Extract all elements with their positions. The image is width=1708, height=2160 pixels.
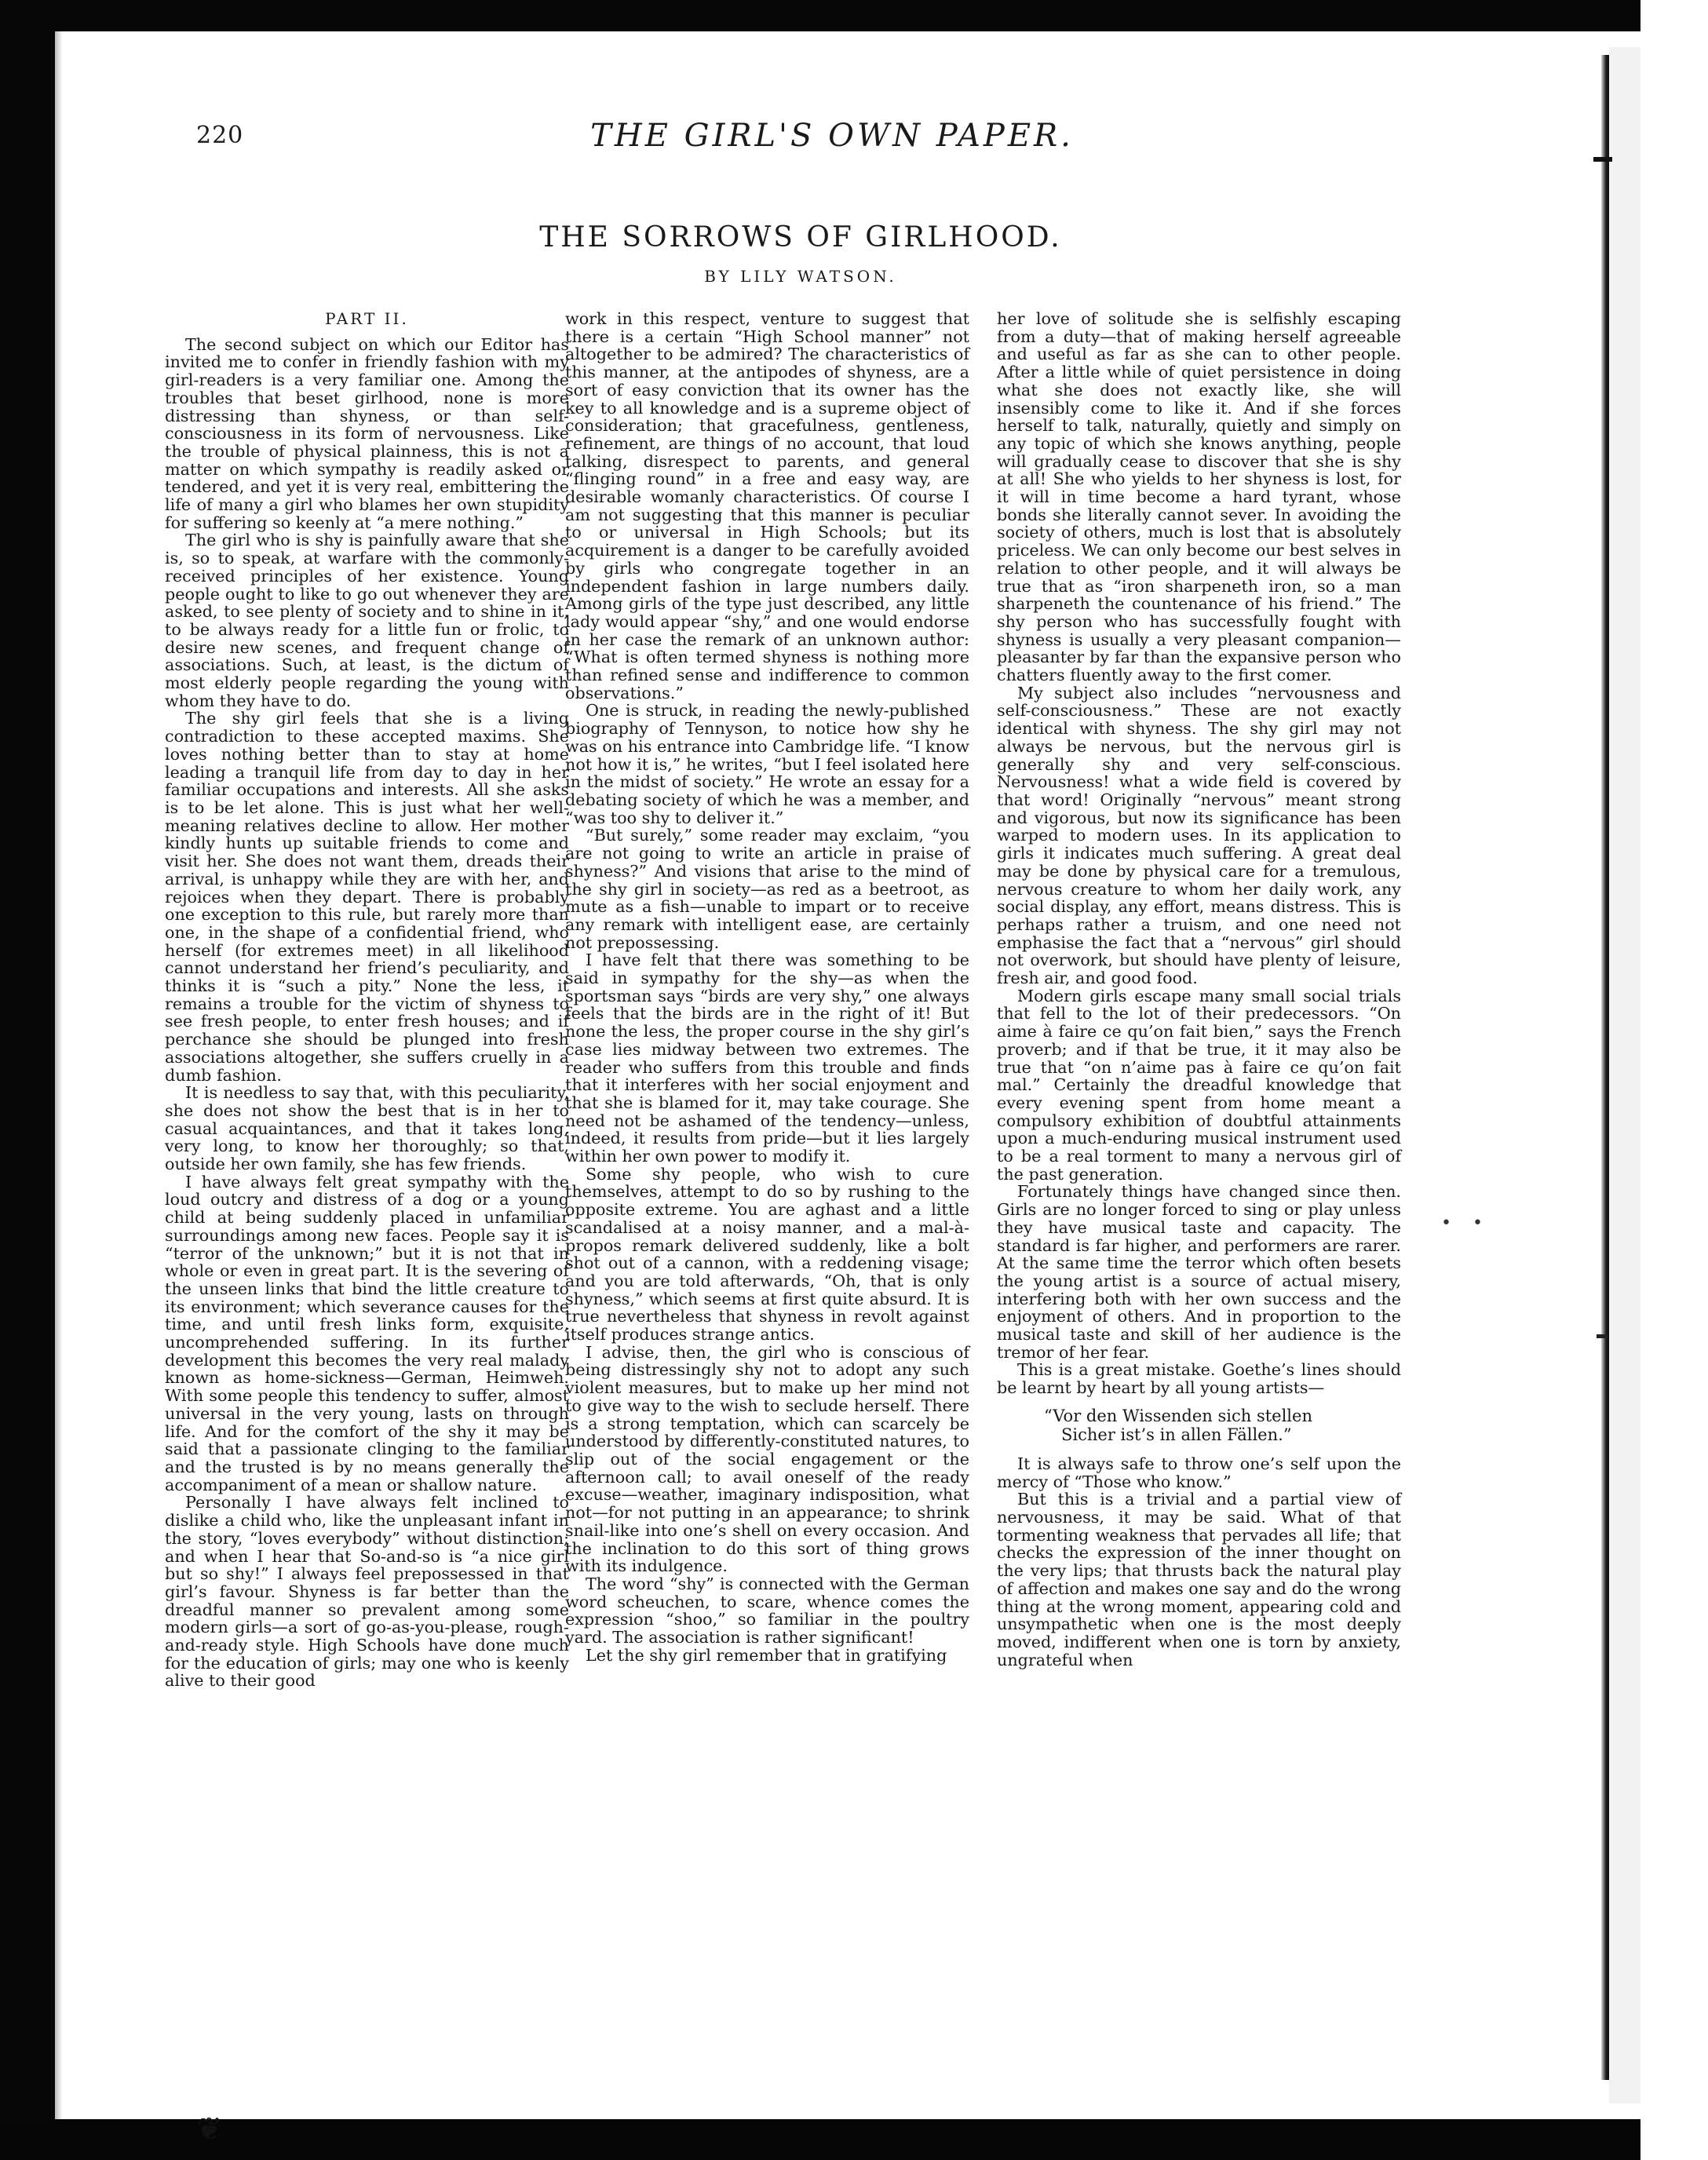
paragraph: I have felt that there was something to be said in sympathy for the shy—as when the sportsman says “birds are very shy,” one always feels that the birds are in the right of it! But none the less, the proper course in the shy girl’s case lies midway between two extremes. The reader who suffers from this trouble and finds that it interferes with her social enjoyment and that she is blamed for it, may take courage. She need not be ashamed of the tendency—unless, indeed, it results from pride—but it lies largely within her own power to modify it. bbox=[565, 950, 969, 1166]
paragraph: I advise, then, the girl who is conscious of being distressingly shy not to adopt any such violent measures, but to make up her mind not to give way to the wish to seclude herself. There is a strong temptation, which can scarcely be understood by differently-constituted natures, to slip out of the social engagement or the afternoon call; to avail oneself of the ready excuse—weather, imaginary indisposition, what not—for not putting in an appearance; to shrink snail-like into one’s shell on every occasion. And the inclination to do this sort of thing grows with its indulgence. bbox=[565, 1342, 969, 1576]
text-column-3 bbox=[997, 310, 1401, 1669]
scan-edge-left bbox=[0, 0, 55, 2160]
paragraph: I have always felt great sympathy with the loud outcry and distress of a dog or a young child at being suddenly placed in unfamiliar surroundings among new faces. People say it is “terror of the unknown;” but it is not that in whole or even in great part. It is the severing of the unseen links that bind the little creature to its environment; which severance causes for the time, and until fresh links form, exquisite, uncomprehended suffering. In its further development this becomes the very real malady known as home-sickness—German, Heimweh. With some people this tendency to suffer, almost universal in the very young, lasts on through life. And for the comfort of the shy it may be said that a passionate clinging to the familiar and the trusted is by no means generally the accompaniment of a mean or shallow nature. bbox=[165, 1172, 569, 1494]
paragraph: “But surely,” some reader may exclaim, “you are not going to write an article in praise of shyness?” And visions that arise to the mind of the shy girl in society—as red as a beetroot, as mute as a fish—unable to impart or to receive any remark with intelligent ease, are certainly not prepossessing. bbox=[565, 826, 969, 952]
text-column-1 bbox=[165, 310, 569, 1690]
paragraph: Some shy people, who wish to cure themselves, attempt to do so by rushing to the opposite extreme. You are aghast and a little scandalised at a noisy manner, and a mal-à-propos remark delivered suddenly, like a bolt shot out of a cannon, with a reddening visage; and you are told afterwards, “Oh, that is only shyness,” which seems at first quite absurd. It is true nevertheless that shyness in revolt against itself produces strange antics. bbox=[565, 1164, 969, 1345]
quote-line: Sicher ist’s in allen Fällen.” bbox=[1061, 1425, 1292, 1444]
gutter-mark bbox=[1593, 157, 1612, 162]
scan-edge-top bbox=[0, 0, 1708, 31]
paragraph: This is a great mistake. Goethe’s lines should be learnt by heart by all young artists— bbox=[997, 1360, 1401, 1398]
running-head: THE GIRL'S OWN PAPER. bbox=[590, 118, 1074, 154]
page-number: 220 bbox=[196, 122, 244, 149]
paragraph: Personally I have always felt inclined to dislike a child who, like the unpleasant infant in the story, “loves everybody” without distinction; and when I hear that So-and-so is “a nice girl but so shy!” I always feel prepossessed in that girl’s favour. Shyness is far better than the dreadful manner so prevalent among some modern girls—a sort of go-as-you-please, rough-and-ready style. High Schools have done much for the education of girls; may one who is keenly alive to their good bbox=[165, 1493, 569, 1691]
binding-shadow bbox=[55, 31, 63, 2119]
stray-ink-mark: ❦ bbox=[196, 2111, 223, 2147]
quote-line: “Vor den Wissenden sich stellen bbox=[1044, 1406, 1312, 1425]
article-title: THE SORROWS OF GIRLHOOD. bbox=[539, 221, 1062, 254]
paragraph: The word “shy” is connected with the German word scheuchen, to scare, whence comes the expression “shoo,” so familiar in the poultry yard. The association is rather significant! bbox=[565, 1574, 969, 1647]
page-gutter bbox=[1601, 55, 1609, 2080]
paragraph: It is always safe to throw one’s self upon the mercy of “Those who know.” bbox=[997, 1454, 1401, 1491]
paragraph: The shy girl feels that she is a living contradiction to these accepted maxims. She loves nothing better than to stay at home leading a tranquil life from day to day in her familiar occupations and interests. All she asks is to be let alone. This is just what her well-meaning relatives decline to allow. Her mother kindly hunts up suitable friends to come and visit her. She does not want them, dreads their arrival, is unhappy while they are with her, and rejoices when they depart. There is probably one exception to this rule, but rarely more than one, in the shape of a confidential friend, who herself (for extremes meet) in all likelihood cannot understand her friend’s peculiarity, and thinks it is “such a pity.” None the less, it remains a trouble for the victim of shyness to see fresh people, to enter fresh houses; and if perchance she should be plunged into fresh associations altogether, she suffers cruelly in a dumb fashion. bbox=[165, 709, 569, 1085]
facing-page-strip bbox=[1609, 47, 1640, 2103]
paragraph-continued: her love of solitude she is selfishly escaping from a duty—that of making herself agreeable and useful as far as she can to other people. After a little while of quiet persistence in doing what she does not exactly like, she will insensibly come to like it. And if she forces herself to talk, naturally, quietly and simply on any topic of which she knows anything, people will gradually cease to discover that she is shy at all! She who yields to her shyness is lost, for it will in time become a hard tyrant, whose bonds she literally cannot sever. In avoiding the society of others, much is lost that is absolutely priceless. We can only become our best selves in relation to other people, and it will always be true that as “iron sharpeneth iron, so a man sharpeneth the countenance of his friend.” The shy person who has successfully fought with shyness is usually a very pleasant companion—pleasanter by far than the expansive person who chatters fluently away to the first comer. bbox=[997, 309, 1401, 685]
scan-edge-right bbox=[1640, 0, 1708, 2160]
text-column-2 bbox=[565, 310, 969, 1664]
byline: BY LILY WATSON. bbox=[704, 267, 897, 286]
stray-ink-dots: • • bbox=[1441, 1213, 1491, 1233]
paragraph: The girl who is shy is painfully aware that she is, so to speak, at warfare with the commonly-received principles of her existence. Young people ought to like to go out whenever they are asked, to see plenty of society and to shine in it, to be always ready for a little fun or frolic, to desire new scenes, and frequent change of associations. Such, at least, is the dictum of most elderly people regarding the young with whom they have to do. bbox=[165, 531, 569, 710]
paragraph-continued: work in this respect, venture to suggest that there is a certain “High School manner” not altogether to be admired? The characteristics of this manner, at the antipodes of shyness, are a sort of easy conviction that its owner has the key to all knowledge and is a supreme object of consideration; that gracefulness, gentleness, refinement, are things of no account, that loud talking, disrespect to parents, and general “flinging round” in a free and easy way, are desirable womanly characteristics. Of course I am not suggesting that this manner is peculiar to or universal in High Schools; but its acquirement is a danger to be carefully avoided by girls who congregate together in an independent fashion in large numbers daily. Among girls of the type just described, any little lady would appear “shy,” and one would endorse in her case the remark of an unknown author: “What is often termed shyness is nothing more than refined sense and indifference to common observations.” bbox=[565, 309, 969, 702]
paragraph: The second subject on which our Editor has invited me to confer in friendly fashion with my girl-readers is a very familiar one. Among the troubles that beset girlhood, none is more distressing than shyness, or than self-consciousness in its form of nervousness. Like the trouble of physical plainness, this is not a matter on which sympathy is readily asked or tendered, and yet it is very real, embittering the life of many a girl who blames her own stupidity for suffering so keenly at “a mere nothing.” bbox=[165, 334, 569, 532]
paragraph: But this is a trivial and a partial view of nervousness, it may be said. What of that tormenting weakness that pervades all life; that checks the expression of the inner thought on the very lips; that thrusts back the natural play of affection and makes one say and do the wrong thing at the wrong moment, appearing cold and unsympathetic when one is the most deeply moved, indifferent when one is torn by anxiety, ungrateful when bbox=[997, 1490, 1401, 1669]
paragraph: Let the shy girl remember that in gratifying bbox=[586, 1645, 947, 1665]
gutter-mark bbox=[1597, 1334, 1608, 1338]
paragraph: My subject also includes “nervousness and self-consciousness.” These are not exactly identical with shyness. The shy girl may not always be nervous, but the nervous girl is generally shy and very self-conscious. Nervousness! what a wide field is covered by that word! Originally “nervous” meant strong and vigorous, but now its significance has been warped to modern uses. In its application to girls it indicates much suffering. A great deal may be done by physical care for a tremulous, nervous creature to whom her daily work, any social display, any effort, means distress. This is perhaps rather a truism, and one need not emphasise the fact that a “nervous” girl should not overwork, but should have plenty of leisure, fresh air, and good food. bbox=[997, 683, 1401, 988]
part-heading: PART II. bbox=[325, 309, 409, 328]
paragraph: It is needless to say that, with this peculiarity, she does not show the best that is in her to casual acquaintances, and that it takes long, very long, to know her thoroughly; so that, outside her own family, she has few friends. bbox=[165, 1083, 569, 1174]
scan-edge-bottom bbox=[0, 2119, 1708, 2160]
goethe-quote bbox=[997, 1407, 1401, 1444]
paragraph: Modern girls escape many small social trials that fell to the lot of their predecessors. “On aime à faire ce qu’on fait bien,” says the French proverb; and if that be true, it it may also be true that “on n’aime pas à faire ce qu’on fait mal.” Certainly the dreadful knowledge that every evening spent from home meant a compulsory exhibition of doubtful attainments upon a much-enduring musical instrument used to be a real torment to many a nervous girl of the past generation. bbox=[997, 986, 1401, 1184]
paragraph: Fortunately things have changed since then. Girls are no longer forced to sing or play unless they have musical taste and capacity. The standard is far higher, and performers are rarer. At the same time the terror which often besets the young artist is a source of actual misery, interfering both with her own success and the enjoyment of others. And in proportion to the musical taste and skill of her audience is the tremor of her fear. bbox=[997, 1182, 1401, 1362]
paragraph: One is struck, in reading the newly-published biography of Tennyson, to notice how shy he was on his entrance into Cambridge life. “I know not how it is,” he writes, “but I feel isolated here in the midst of society.” He wrote an essay for a debating society of which he was a member, and “was too shy to deliver it.” bbox=[565, 701, 969, 827]
